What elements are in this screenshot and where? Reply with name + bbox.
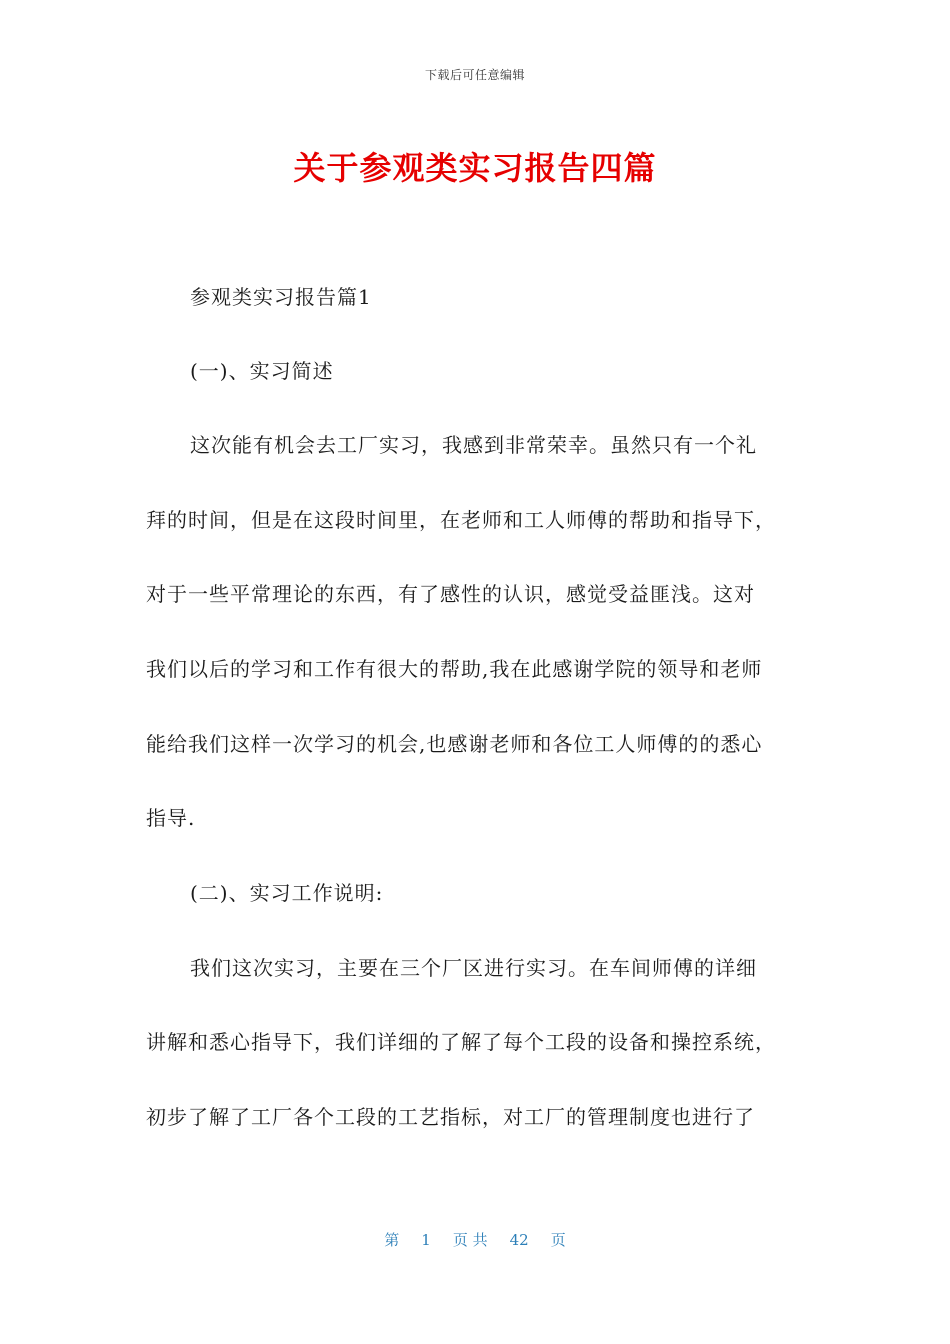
footer-page-prefix: 第	[384, 1231, 400, 1249]
paragraph-line: 对于一些平常理论的东西，有了感性的认识，感觉受益匪浅。这对	[146, 582, 755, 606]
footer-total-pages: 42	[509, 1231, 529, 1249]
header-note: 下载后可任意编辑	[424, 68, 525, 82]
document-title: 关于参观类实习报告四篇	[293, 149, 657, 187]
page-footer	[0, 1229, 950, 1250]
subsection-heading: (一)、实习简述	[190, 359, 334, 383]
subsection-heading: (二)、实习工作说明:	[190, 881, 384, 905]
footer-page-suffix: 页	[550, 1231, 566, 1249]
paragraph-line: 初步了解了工厂各个工段的工艺指标，对工厂的管理制度也进行了	[146, 1105, 755, 1129]
paragraph-line: 讲解和悉心指导下，我们详细的了解了每个工段的设备和操控系统，	[146, 1030, 776, 1054]
footer-page-middle: 页 共	[452, 1231, 488, 1249]
paragraph-line: 拜的时间，但是在这段时间里，在老师和工人师傅的帮助和指导下，	[146, 508, 776, 532]
paragraph-line: 这次能有机会去工厂实习，我感到非常荣幸。虽然只有一个礼	[190, 433, 757, 457]
paragraph-line: 我们以后的学习和工作有很大的帮助,我在此感谢学院的领导和老师	[146, 657, 763, 681]
paragraph-line: 我们这次实习，主要在三个厂区进行实习。在车间师傅的详细	[190, 956, 757, 980]
paragraph-line: 指导.	[146, 806, 196, 830]
footer-page-number: 1	[421, 1231, 431, 1249]
section-heading: 参观类实习报告篇1	[190, 285, 372, 309]
paragraph-line: 能给我们这样一次学习的机会,也感谢老师和各位工人师傅的的悉心	[146, 732, 763, 756]
